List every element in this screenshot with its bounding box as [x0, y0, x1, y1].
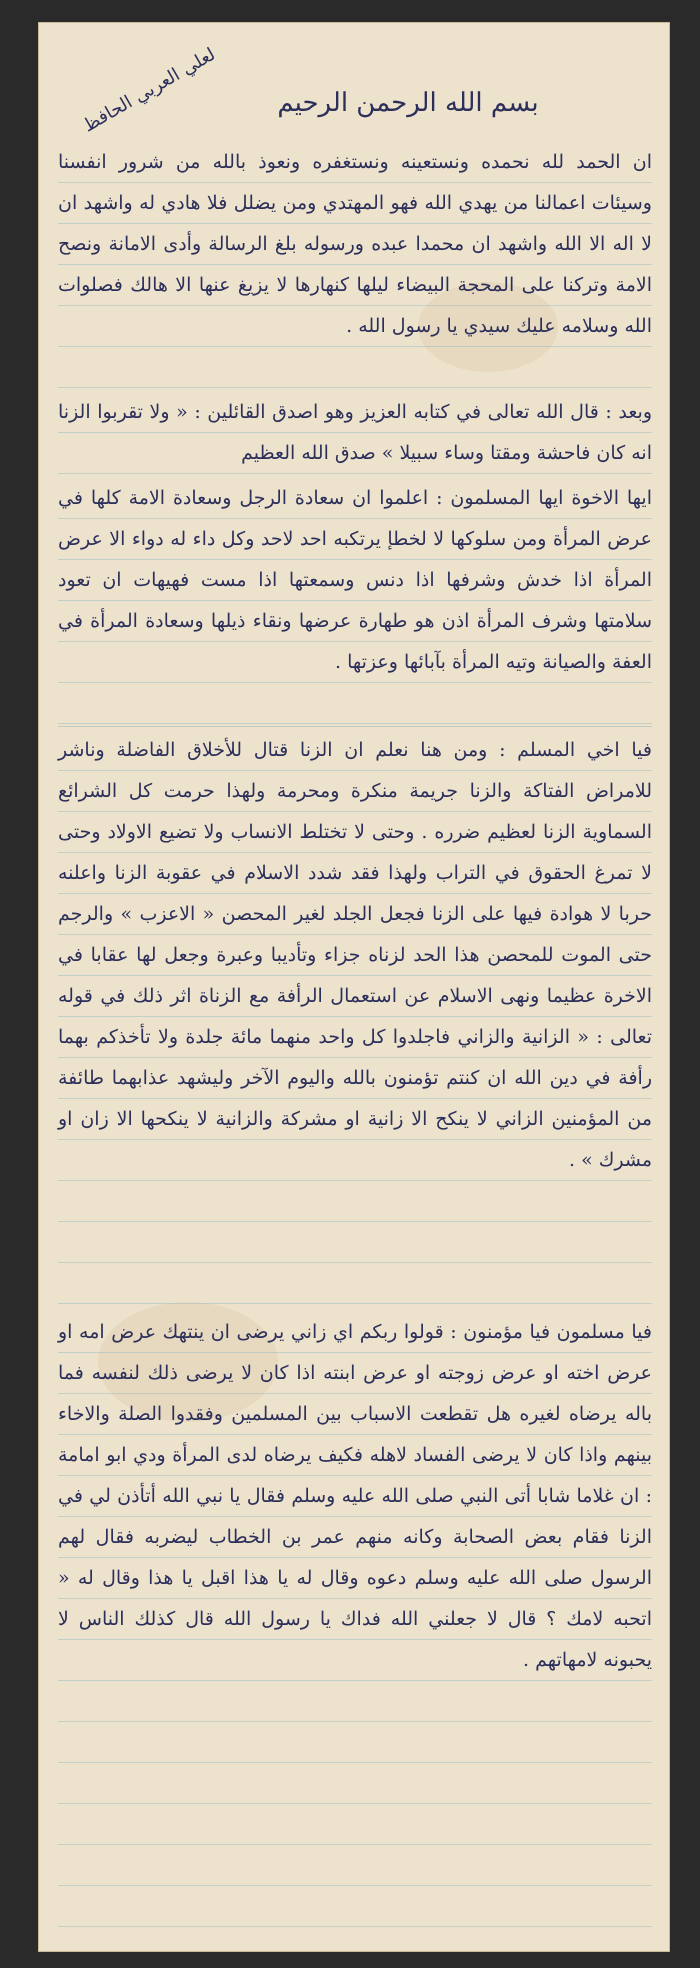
- paragraph-prohibition: فيا اخي المسلم : ومن هنا نعلم ان الزنا قتال للأخلاق الفاضلة وناشر للامراض الفتاكة والزنا جريمة منكرة ومحرمة ولهذا حرمت كل الشرائع السماوية الزنا لعظيم ضرره . وحتى لا تختلط الانساب ولا تضيع الاولاد وحتى لا تمرغ الحقوق في التراب ولهذا فقد شدد الاسلام في عقوبة الزنا واعلنه حربا لا هوادة فيها على الزنا فجعل الجلد لغير المحصن « الاعزب » والرجم حتى الموت للمحصن هذا الحد لزناه جزاء وتأديبا وعبرة وجعل لها عقابا في الاخرة عظيما ونهى الاسلام عن استعمال الرأفة مع الزناة اثر ذلك في قوله تعالى : « الزانية والزاني فاجلدوا كل واحد منهما مائة جلدة ولا تأخذكم بهما رأفة في دين الله ان كنتم تؤمنون بالله واليوم الآخر وليشهد عذابهما طائفة من المؤمنين الزاني لا ينكح الا زانية او مشركة والزانية لا ينكحها الا زان او مشرك » .: [58, 730, 652, 1304]
- paragraph-hadith: فيا مسلمون فيا مؤمنون : قولوا ربكم اي زاني يرضى ان ينتهك عرض امه او عرض اخته او عرض زوجته او عرض ابنته اذا كان لا يرضى ذلك لنفسه فما باله يرضاه لغيره هل تقطعت الاسباب بين المسلمين وفقدوا الصلة والاخاء بينهم واذا كان لا يرضى الفساد لاهله فكيف يرضاه لدى المرأة ودي ابو امامة : ان غلاما شابا أتى النبي صلى الله عليه وسلم فقال يا نبي الله أتأذن لي في الزنا فقام بعض الصحابة وكانه منهم عمر بن الخطاب ليضربه فقال لهم الرسول صلى الله عليه وسلم دعوه وقال له يا هذا اقبل يا هذا وقال له « اتحبه لامك ؟ قال لا جعلني الله فداك يا رسول الله قال كذلك الناس لا يحبونه لامهاتهم .: [58, 1312, 652, 1927]
- paragraph-honor: ايها الاخوة ايها المسلمون : اعلموا ان سعادة الرجل وسعادة الامة كلها في عرض المرأة ومن سلوكها لا لخطإ يرتكبه احد لاحد وكل داء له دواء الا عرض المرأة اذا خدش وشرفها اذا دنس وسمعتها اذا مست فهيهات ان تعود سلامتها وشرف المرأة اذن هو طهارة عرضها ونقاء ذيلها وسعادة المرأة في العفة والصيانة وتيه المرأة بآبائها وعزتها .: [58, 478, 652, 724]
- basmala-heading: بسم الله الرحمن الرحيم: [277, 88, 539, 118]
- divider: [58, 726, 652, 727]
- author-note: لعلي العربي الحافظ: [79, 43, 220, 137]
- paragraph-verse: وبعد : قال الله تعالى في كتابه العزيز وهو اصدق القائلين : « ولا تقربوا الزنا انه كان فاحشة ومقتا وساء سبيلا » صدق الله العظيم: [58, 392, 652, 474]
- manuscript-page: [38, 22, 670, 1952]
- paragraph-opening: ان الحمد لله نحمده ونستعينه ونستغفره ونعوذ بالله من شرور انفسنا وسيئات اعمالنا من يهدي الله فهو المهتدي ومن يضلل فلا هادي له واشهد ان لا اله الا الله واشهد ان محمدا عبده ورسوله بلغ الرسالة وأدى الامانة ونصح الامة وتركنا على المحجة البيضاء ليلها كنهارها لا يزيغ عنها الا هالك فصلوات الله وسلامه عليك سيدي يا رسول الله .: [58, 142, 652, 388]
